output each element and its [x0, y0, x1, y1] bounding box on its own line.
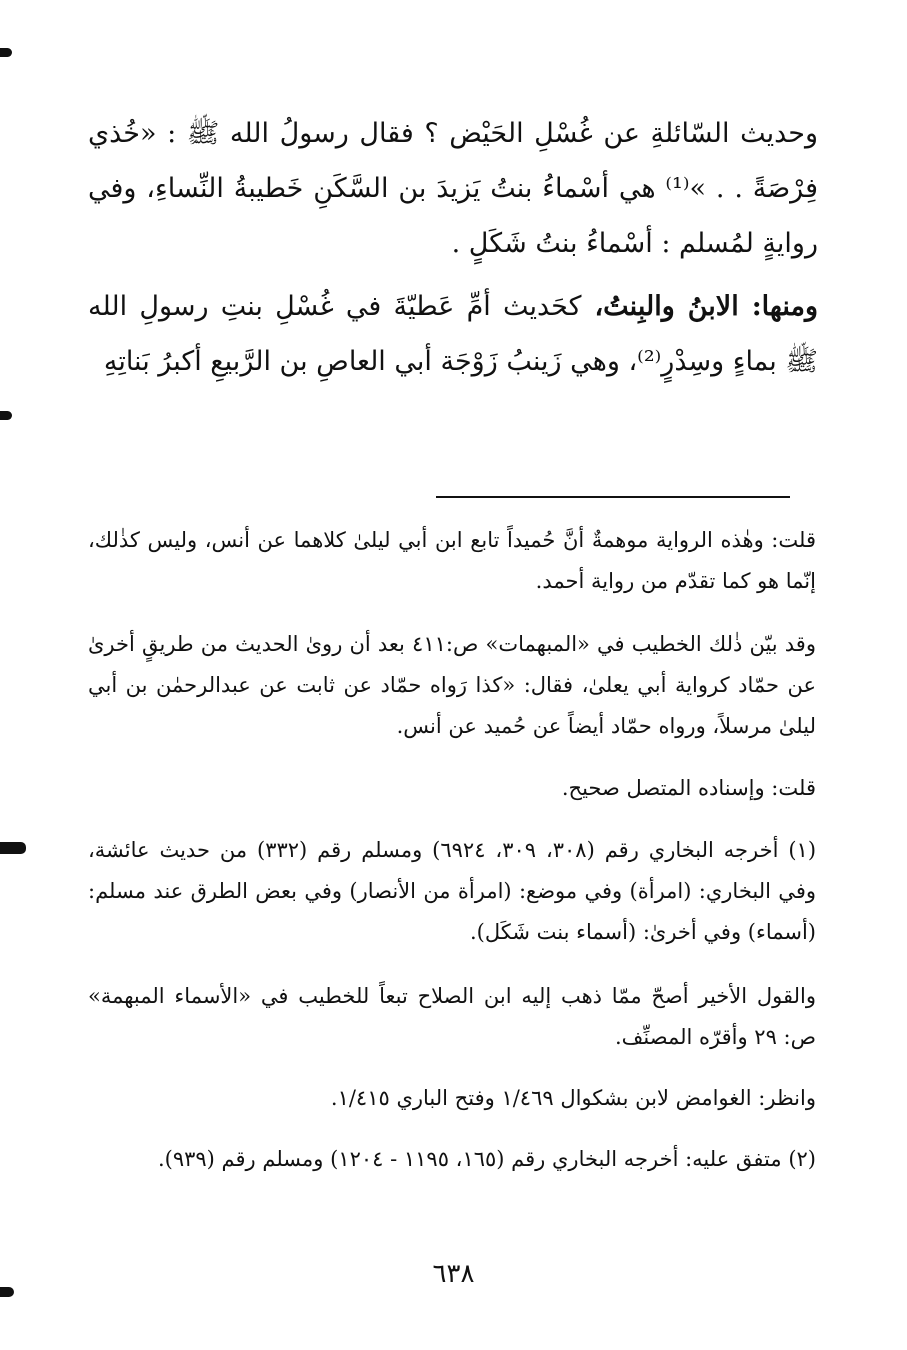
- footnote-paragraph: قلت: وإسناده المتصل صحيح.: [561, 776, 816, 800]
- scan-edge-mark: [0, 411, 12, 420]
- footnote-paragraph: وقد بيّن ذٰلك الخطيب في «المبهمات» ص:٤١١ بعد أن روىٰ الحديث من طريقٍ أخرىٰ عن حمّاد كرواية أبي يعلىٰ، فقال: «كذا رَواه حمّاد عن ثابت عن عبدالرحمٰن بن أبي ليلىٰ مرسلاً، ورواه حمّاد أيضاً عن حُميد عن أنس.: [88, 632, 816, 738]
- main-paragraph-2: [88, 279, 818, 389]
- main-paragraph-1: [88, 106, 818, 271]
- footnote-1: (١) أخرجه البخاري رقم (٣٠٨، ٣٠٩، ٦٩٢٤) ومسلم رقم (٣٣٢) من حديث عائشة، وفي البخاري: (امرأة) وفي موضع: (امرأة من الأنصار) وفي بعض الطرق عند مسلم: (أسماء) وفي أخرىٰ: (أسماء بنت شَكَل).: [88, 838, 817, 944]
- paragraph-text: وحديث السّائلةِ عن غُسْلِ الحَيْض ؟ فقال رسولُ الله ﷺ : «خُذي فِرْصَةً . . »⁽¹⁾ هي أسْماءُ بنتُ يَزيدَ بن السَّكَنِ خَطيبةُ النِّساءِ، وفي روايةٍ لمُسلم : أسْماءُ بنتُ شَكَلٍ .: [88, 118, 818, 259]
- footnote-paragraph: والقول الأخير أصحّ ممّا ذهب إليه ابن الصلاح تبعاً للخطيب في «الأسماء المبهمة» ص: ٢٩ وأقرّه المصنِّف.: [88, 984, 816, 1049]
- paragraph-lead: ومنها: الابنُ والبِنتُ،: [581, 291, 818, 322]
- paragraph-text: كحَديث أمِّ عَطيّةَ في غُسْلِ بنتِ رسولِ الله ﷺ بماءٍ وسِدْرٍ⁽²⁾، وهي زَينبُ زَوْجَة أبي العاصِ بن الرَّبيعِ أكبرُ بَناتِهِ: [88, 291, 818, 377]
- footnote-paragraph: قلت: وهٰذه الرواية موهمةٌ أنَّ حُميداً تابع ابن أبي ليلىٰ كلاهما عن أنس، وليس كذٰلك، إنّما هو كما تقدّم من رواية أحمد.: [88, 528, 816, 593]
- scan-edge-mark: [0, 48, 12, 57]
- page-number: ٦٣٨: [432, 1259, 475, 1289]
- footnote-divider: [436, 496, 790, 498]
- footnote-2: (٢) متفق عليه: أخرجه البخاري رقم (١٦٥، ١١٩٥ - ١٢٠٤) ومسلم رقم (٩٣٩).: [157, 1147, 816, 1171]
- footnote-paragraph: وانظر: الغوامض لابن بشكوال ١/٤٦٩ وفتح الباري ١/٤١٥.: [330, 1086, 816, 1110]
- scan-edge-mark: [0, 842, 26, 854]
